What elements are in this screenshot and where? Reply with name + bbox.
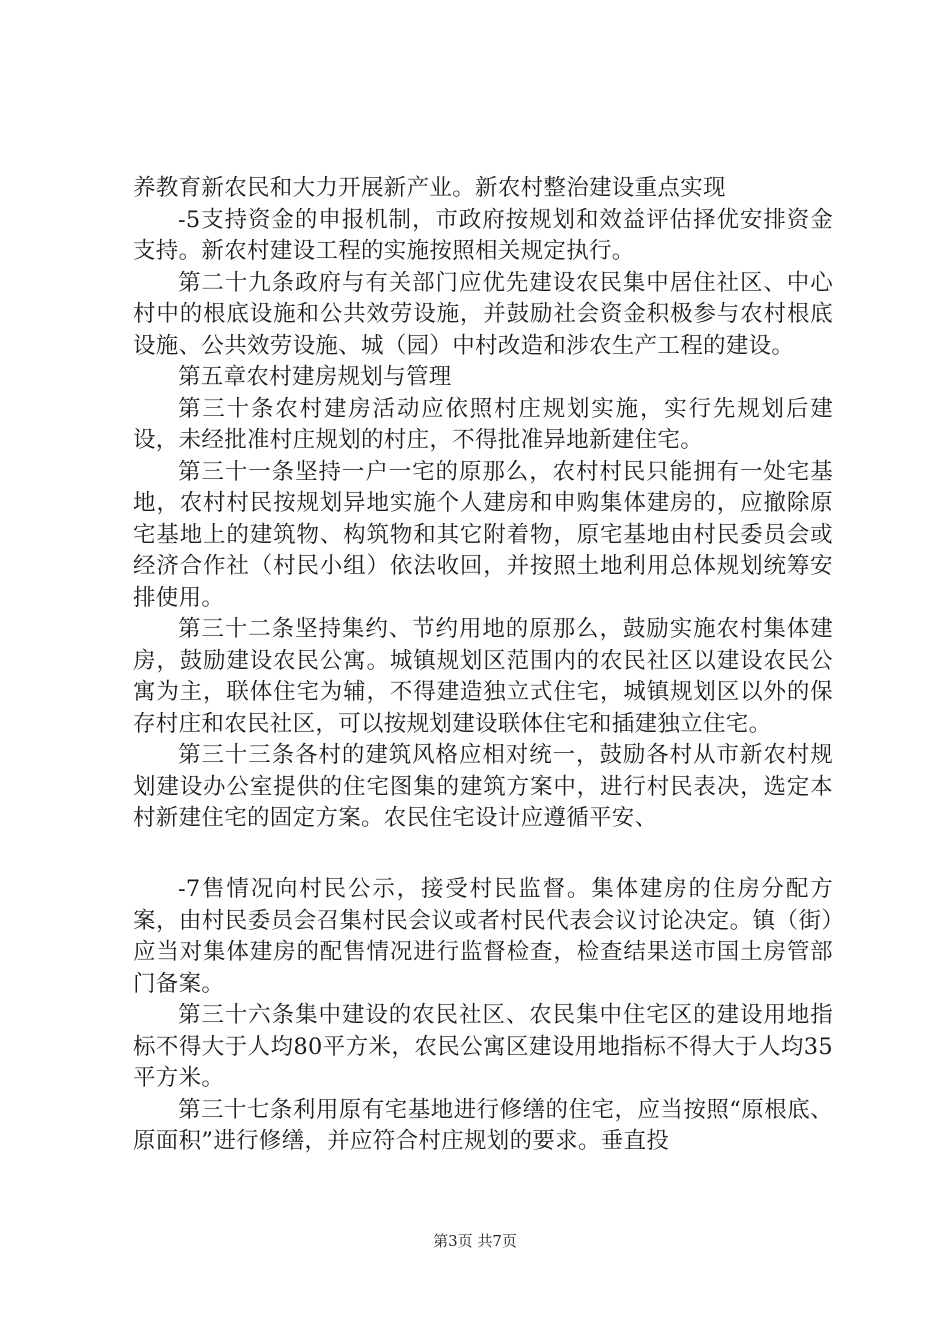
paragraph-article-37: 第三十七条利用原有宅基地进行修缮的住宅，应当按照“原根底、原面积”进行修缮，并应符合村庄规划的要求。垂直投 (133, 1096, 833, 1154)
paragraph-funding-mechanism: -5支持资金的申报机制，市政府按规划和效益评估择优安排资金支持。新农村建设工程的实施按照相关规定执行。 (133, 206, 833, 264)
paragraph-article-31: 第三十一条坚持一户一宅的原那么，农村村民只能拥有一处宅基地，农村村民按规划异地实施个人建房和申购集体建房的，应撤除原宅基地上的建筑物、构筑物和其它附着物，原宅基地由村民委员会或经济合作社（村民小组）依法收回，并按照土地利用总体规划统筹安排使用。 (133, 458, 833, 611)
chapter-heading: 第五章农村建房规划与管理 (178, 364, 452, 390)
page-footer: 第3页 共7页 (433, 1232, 517, 1250)
paragraph-article-33: 第三十三条各村的建筑风格应相对统一，鼓励各村从市新农村规划建设办公室提供的住宅图集的建筑方案中，进行村民表决，选定本村新建住宅的固定方案。农民住宅设计应遵循平安、 (133, 742, 833, 831)
paragraph-sales-disclosure: -7售情况向村民公示，接受村民监督。集体建房的住房分配方案，由村民委员会召集村民会议或者村民代表会议讨论决定。镇（街）应当对集体建房的配售情况进行监督检查，检查结果送市国土房管部门备案。 (133, 876, 833, 997)
paragraph-article-29: 第二十九条政府与有关部门应优先建设农民集中居住社区、中心村中的根底设施和公共效劳设施，并鼓励社会资金积极参与农村根底设施、公共效劳设施、城（园）中村改造和涉农生产工程的建设。 (133, 269, 833, 359)
paragraph-article-32: 第三十二条坚持集约、节约用地的原那么，鼓励实施农村集体建房，鼓励建设农民公寓。城镇规划区范围内的农民社区以建设农民公寓为主，联体住宅为辅，不得建造独立式住宅，城镇规划区以外的保存村庄和农民社区，可以按规划建设联体住宅和插建独立住宅。 (133, 616, 833, 737)
paragraph-article-30: 第三十条农村建房活动应依照村庄规划实施，实行先规划后建设，未经批准村庄规划的村庄，不得批准异地新建住宅。 (133, 395, 833, 453)
paragraph-article-36: 第三十六条集中建设的农民社区、农民集中住宅区的建设用地指标不得大于人均80平方米，农民公寓区建设用地指标不得大于人均35平方米。 (133, 1002, 833, 1091)
body-text-bottom (133, 874, 833, 1158)
paragraph-continuation: 养教育新农民和大力开展新产业。新农村整治建设重点实现 (133, 175, 726, 201)
body-text-top (133, 173, 833, 835)
